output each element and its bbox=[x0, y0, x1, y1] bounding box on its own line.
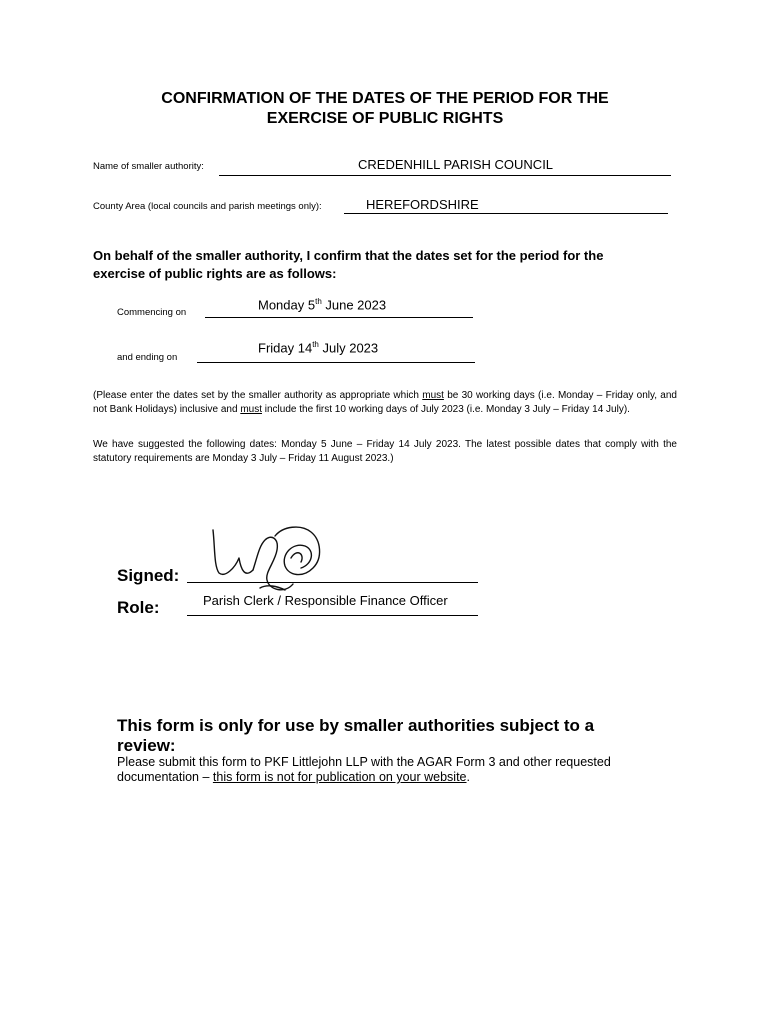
county-value[interactable]: HEREFORDSHIRE bbox=[366, 197, 479, 212]
ending-sup: th bbox=[312, 340, 319, 349]
footer-heading-line-1: This form is only for use by smaller authorities subject to a bbox=[117, 716, 595, 735]
note-paragraph-1 bbox=[93, 389, 677, 416]
signature-underline bbox=[187, 582, 478, 583]
footer-text: documentation – bbox=[117, 770, 213, 784]
note-text: (Please enter the dates set by the smaller authority as appropriate which bbox=[93, 390, 423, 401]
authority-underline bbox=[219, 175, 671, 176]
signed-label: Signed: bbox=[117, 566, 180, 585]
ending-month-year: July 2023 bbox=[318, 340, 379, 356]
commencing-sup: th bbox=[315, 297, 322, 306]
commencing-month-year: June 2023 bbox=[321, 297, 387, 313]
role-underline bbox=[187, 615, 478, 616]
commencing-day: Monday 5 bbox=[258, 297, 316, 313]
ending-label: and ending on bbox=[117, 352, 178, 363]
ending-day: Friday 14 bbox=[258, 340, 313, 356]
note-emphasis-must: must bbox=[240, 403, 262, 415]
footer-text-line-2 bbox=[117, 770, 470, 785]
role-label: Role: bbox=[117, 598, 160, 617]
role-value[interactable]: Parish Clerk / Responsible Finance Officer bbox=[203, 593, 448, 608]
page-title-line-1: CONFIRMATION OF THE DATES OF THE PERIOD FOR THE bbox=[161, 90, 609, 107]
ending-date[interactable] bbox=[258, 340, 378, 355]
authority-label: Name of smaller authority: bbox=[93, 161, 204, 172]
commencing-label: Commencing on bbox=[117, 307, 187, 318]
county-label: County Area (local councils and parish meetings only): bbox=[93, 201, 322, 212]
note-emphasis-must: must bbox=[422, 390, 444, 401]
confirm-text-line-1: On behalf of the smaller authority, I confirm that the dates set for the period for the bbox=[93, 248, 604, 263]
county-underline bbox=[344, 213, 668, 214]
footer-heading-line-2: review: bbox=[117, 736, 176, 755]
confirm-text-line-2: exercise of public rights are as follows: bbox=[93, 266, 337, 281]
commencing-underline bbox=[205, 317, 473, 318]
note-text: include the first 10 working days of July 2023 (i.e. Monday 3 July – Friday 14 July). bbox=[261, 403, 630, 415]
ending-underline bbox=[197, 362, 475, 363]
footer-notice-link: this form is not for publication on your website bbox=[212, 770, 467, 784]
note-text: be 30 working days (i.e. Monday – Friday only, and not Bank Holidays) inclusive and bbox=[93, 390, 677, 415]
note-paragraph-2: We have suggested the following dates: Monday 5 June – Friday 14 July 2023. The latest possible dates that comply with the statutory requirements are Monday 3 July – Friday 11 August 2023.) bbox=[93, 439, 677, 464]
signature-image bbox=[205, 518, 330, 598]
commencing-date[interactable] bbox=[258, 297, 386, 312]
authority-value[interactable]: CREDENHILL PARISH COUNCIL bbox=[358, 157, 554, 172]
footer-text-line-1: Please submit this form to PKF Littlejohn LLP with the AGAR Form 3 and other requested bbox=[117, 755, 611, 769]
footer-text-end: . bbox=[466, 770, 470, 784]
page-title-line-2: EXERCISE OF PUBLIC RIGHTS bbox=[266, 110, 504, 127]
